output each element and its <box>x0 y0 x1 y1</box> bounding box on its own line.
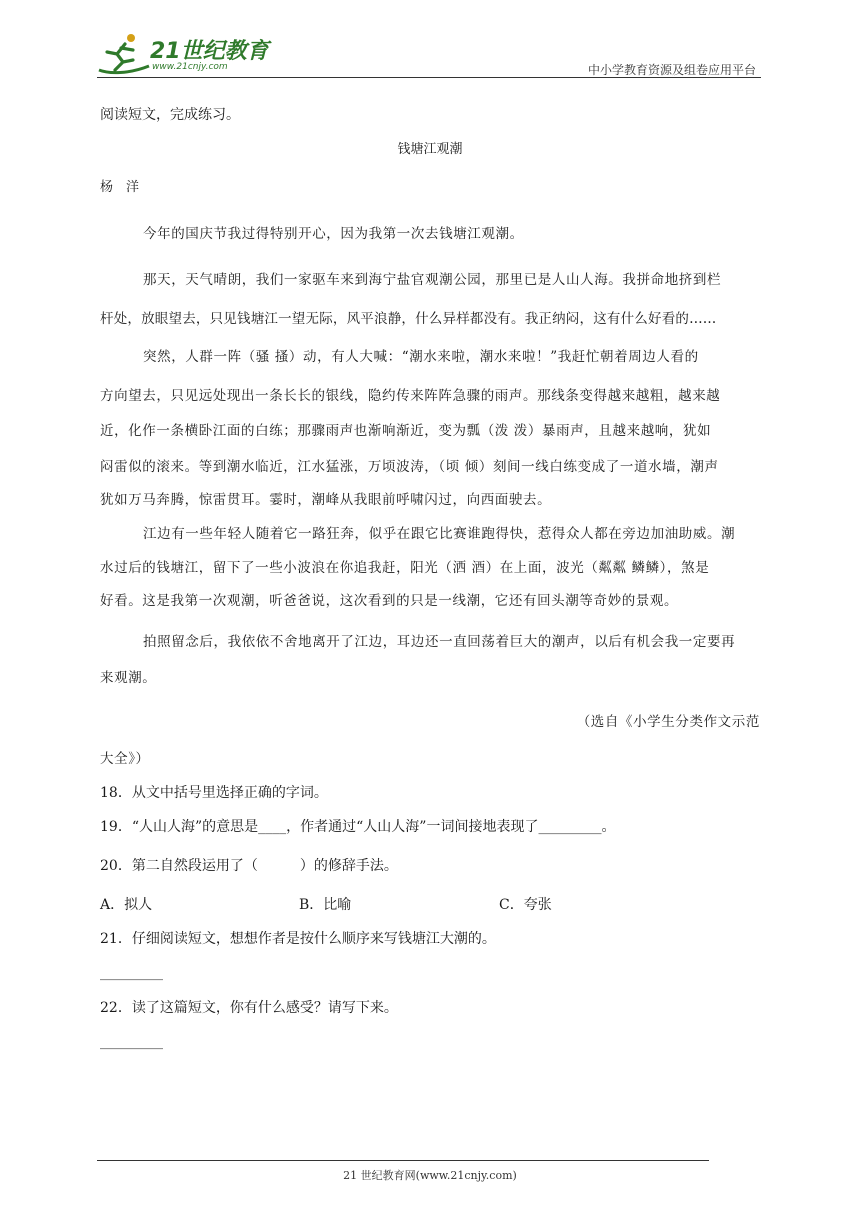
question-18: 18．从文中括号里选择正确的字词。 <box>100 785 328 801</box>
article-line: 方向望去，只见远处现出一条长长的银线，隐约传来阵阵急骤的雨声。那线条变得越来越粗，越来越 <box>100 388 721 404</box>
question-19: 19．“人山人海”的意思是____，作者通过“人山人海”一词间接地表现了_________。 <box>100 819 616 835</box>
logo-text: 21世纪教育 <box>150 39 269 64</box>
article-line: 好看。这是我第一次观潮，听爸爸说，这次看到的只是一线潮，它还有回头潮等奇妙的景观。 <box>100 593 679 609</box>
article-line: 来观潮。 <box>100 670 157 686</box>
article-line: 近，化作一条横卧江面的白练；那骤雨声也渐响渐近，变为瓢（泼 泼）暴雨声，且越来越响，犹如 <box>100 423 712 439</box>
source-citation: （选自《小学生分类作文示范 <box>576 714 760 730</box>
article-line: 今年的国庆节我过得特别开心，因为我第一次去钱塘江观潮。 <box>143 226 524 242</box>
article-author: 杨 洋 <box>100 180 140 195</box>
footer-divider <box>97 1160 709 1161</box>
article-line: 那天，天气晴朗，我们一家驱车来到海宁盐官观潮公园，那里已是人山人海。我拼命地挤到栏 <box>143 272 722 288</box>
header-divider <box>97 77 761 78</box>
question-20: 20．第二自然段运用了（ ）的修辞手法。 <box>100 858 398 874</box>
article-line: 闷雷似的滚来。等到潮水临近，江水猛涨，万顷波涛，（顷 倾）刻间一线白练变成了一道水墙，潮声 <box>100 459 719 475</box>
article-line: 江边有一些年轻人随着它一路狂奔，似乎在跟它比赛谁跑得快，惹得众人都在旁边加油助威。潮 <box>143 526 736 542</box>
article-line: 犹如万马奔腾，惊雷贯耳。霎时，潮峰从我眼前呼啸闪过，向西面驶去。 <box>100 492 552 508</box>
logo-url: www.21cnjy.com <box>152 62 228 72</box>
question-21: 21．仔细阅读短文，想想作者是按什么顺序来写钱塘江大潮的。 <box>100 931 496 947</box>
question-20-option-b: B．比喻 <box>299 897 352 913</box>
article-title: 钱塘江观潮 <box>397 142 463 157</box>
header-platform-text: 中小学教育资源及组卷应用平台 <box>587 63 756 77</box>
runner-logo-icon <box>95 30 155 78</box>
question-22: 22．读了这篇短文，你有什么感受？请写下来。 <box>100 1000 398 1016</box>
question-21-answer-blank: _________ <box>100 965 163 981</box>
source-citation-cont: 大全》） <box>100 751 150 767</box>
article-line: 杆处，放眼望去，只见钱塘江一望无际，风平浪静，什么异样都没有。我正纳闷，这有什么好看的…… <box>100 311 717 327</box>
question-22-answer-blank: _________ <box>100 1034 163 1050</box>
instruction: 阅读短文，完成练习。 <box>100 107 240 123</box>
article-line: 突然，人群一阵（骚 搔）动，有人大喊：“潮水来啦，潮水来啦！”我赶忙朝着周边人看的 <box>143 349 699 365</box>
footer-text: 21 世纪教育网(www.21cnjy.com) <box>343 1169 517 1182</box>
question-20-option-a: A．拟人 <box>100 897 153 913</box>
article-line: 拍照留念后，我依依不舍地离开了江边，耳边还一直回荡着巨大的潮声，以后有机会我一定要再 <box>143 634 736 650</box>
article-line: 水过后的钱塘江，留下了一些小波浪在你追我赶，阳光（洒 酒）在上面，波光（粼粼 鳞鳞），煞是 <box>100 560 710 576</box>
question-20-option-c: C．夸张 <box>499 897 552 913</box>
